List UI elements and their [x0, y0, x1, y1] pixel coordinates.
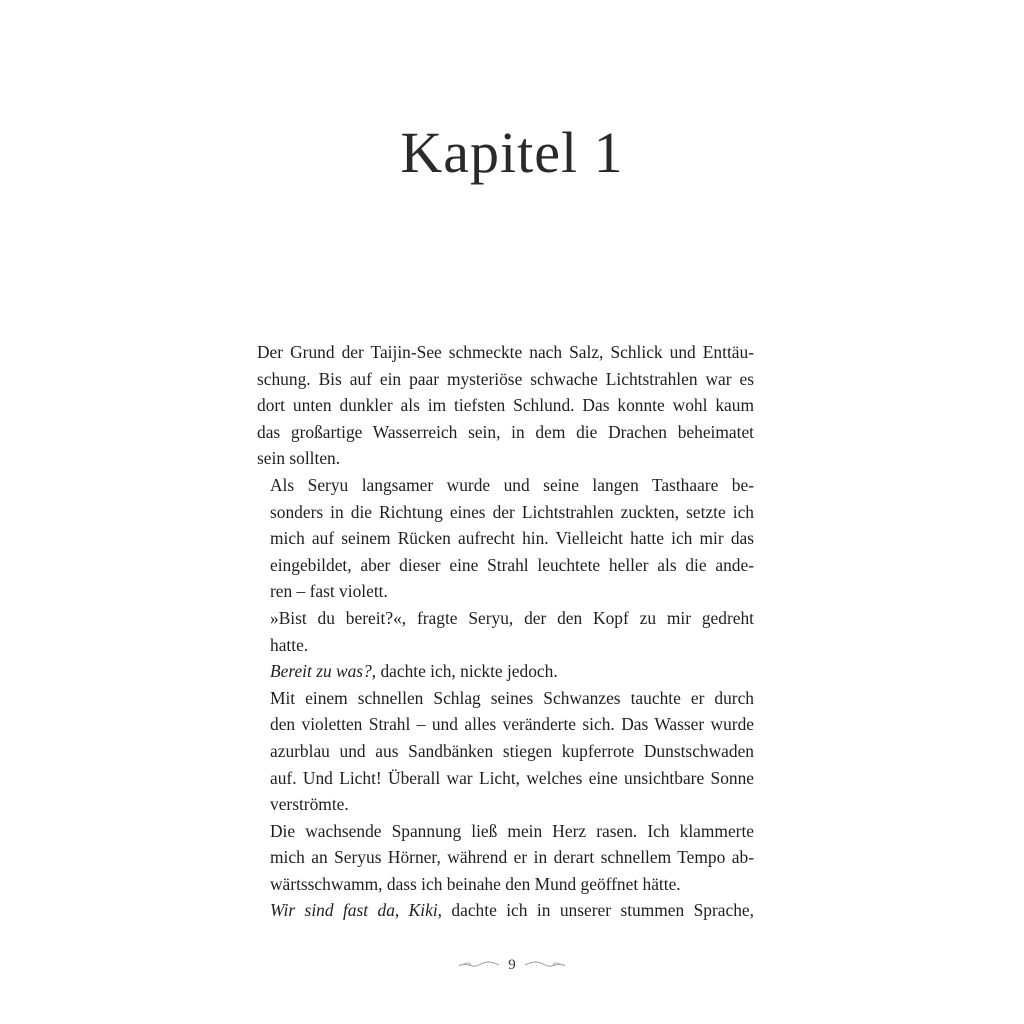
text-fragment: , dachte ich in unserer stummen Sprache,	[437, 900, 754, 921]
text-line: schung. Bis auf ein paar mysteriöse schwache Lichtstrahlen war es	[257, 368, 754, 389]
body-text	[257, 339, 754, 924]
text-fragment: , dachte ich, nickte jedoch.	[371, 661, 558, 682]
text-line: Der Grund der Taijin-See schmeckte nach Salz, Schlick und Enttäu-	[257, 342, 754, 362]
paragraph	[257, 339, 754, 472]
chapter-title: Kapitel 1	[400, 120, 624, 185]
paragraph	[257, 685, 754, 818]
text-line: Als Seryu langsamer wurde und seine langen Tasthaare be-	[270, 474, 754, 495]
text-line: azurblau und aus Sandbänken stiegen kupferrote Dunstschwaden	[270, 740, 754, 761]
paragraph	[257, 605, 754, 658]
text-line: sein sollten.	[257, 448, 341, 469]
text-line: wärtsschwamm, dass ich beinahe den Mund geöffnet hätte.	[270, 873, 681, 894]
paragraph	[257, 472, 754, 605]
paragraph	[257, 658, 754, 685]
text-line: das großartige Wasserreich sein, in dem die Drachen beheimatet	[257, 421, 754, 442]
text-line: mich an Seryus Hörner, während er in derart schnellem Tempo ab-	[270, 847, 754, 868]
right-swirl-ornament-icon	[524, 959, 566, 971]
page-footer	[0, 953, 1024, 977]
left-swirl-ornament-icon	[458, 959, 500, 971]
italic-thought: Wir sind fast da, Kiki	[270, 900, 438, 921]
text-line: dort unten dunkler als im tiefsten Schlund. Das konnte wohl kaum	[257, 395, 754, 416]
text-line	[257, 658, 754, 685]
text-line	[257, 897, 754, 924]
paragraph	[257, 818, 754, 898]
italic-thought: Bereit zu was?	[270, 661, 372, 682]
text-line: »Bist du bereit?«, fragte Seryu, der den Kopf zu mir gedreht	[270, 607, 754, 628]
text-line: den violetten Strahl – und alles veränderte sich. Das Wasser wurde	[270, 714, 754, 735]
text-line: hatte.	[270, 634, 309, 655]
paragraph	[257, 897, 754, 924]
text-line: ren – fast violett.	[270, 581, 388, 602]
text-line: auf. Und Licht! Überall war Licht, welches eine unsichtbare Sonne	[270, 767, 754, 788]
text-line: verströmte.	[270, 794, 349, 815]
text-line: Die wachsende Spannung ließ mein Herz rasen. Ich klammerte	[270, 820, 754, 841]
text-line: eingebildet, aber dieser eine Strahl leuchtete heller als die ande-	[270, 554, 754, 575]
text-line: mich auf seinem Rücken aufrecht hin. Vielleicht hatte ich mir das	[270, 528, 754, 549]
page-number: 9	[508, 956, 516, 973]
text-line: Mit einem schnellen Schlag seines Schwanzes tauchte er durch	[270, 687, 754, 708]
text-line: sonders in die Richtung eines der Lichtstrahlen zuckten, setzte ich	[270, 501, 754, 522]
